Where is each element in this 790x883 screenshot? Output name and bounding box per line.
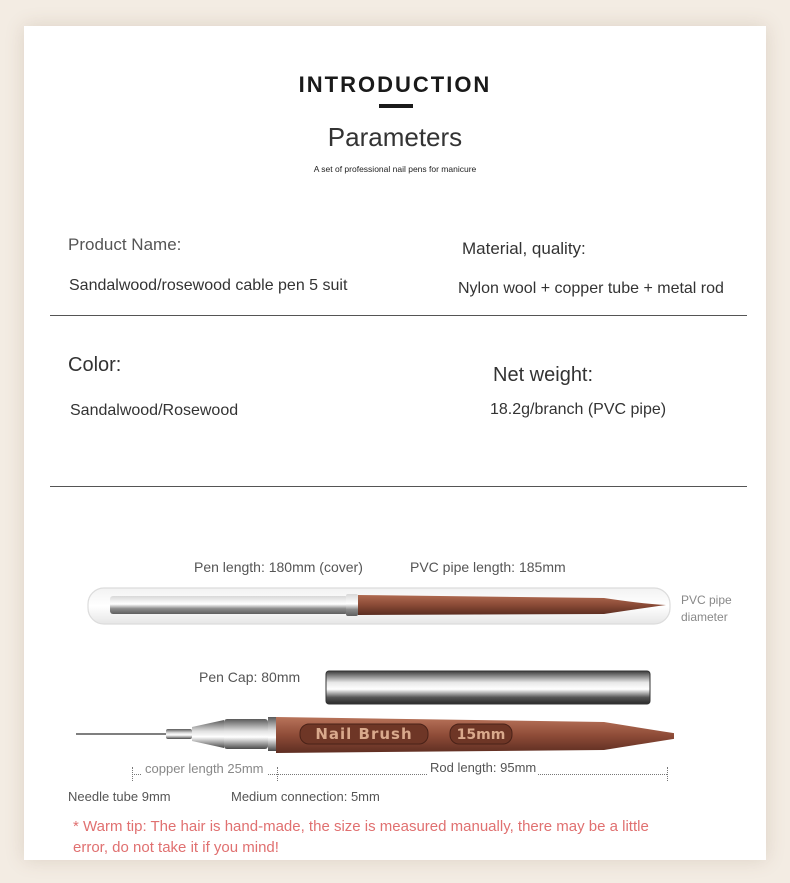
pvc-diameter-label (681, 592, 732, 626)
warm-tip-line2: error, do not take it if you mind! (73, 839, 279, 856)
divider-1 (50, 315, 747, 316)
weight-value: 18.2g/branch (PVC pipe) (490, 401, 667, 418)
pvc-length-label: PVC pipe length: 185mm (410, 559, 566, 575)
heading-underline (379, 104, 413, 108)
pvc-diameter-line2: diameter (681, 610, 728, 624)
dim-tick-right (667, 767, 668, 781)
needle-tube-label: Needle tube 9mm (68, 789, 171, 804)
pen-length-label: Pen length: 180mm (cover) (194, 559, 363, 575)
pen-cap-image (324, 669, 654, 707)
product-name-label: Product Name: (68, 235, 182, 254)
pen-in-pvc-tube (84, 584, 684, 630)
rod-length-label: Rod length: 95mm (430, 760, 537, 775)
brush-engraving: Nail Brush (315, 725, 413, 743)
page-subtitle: A set of professional nail pens for manicure (313, 164, 477, 174)
copper-length-label: copper length 25mm (142, 761, 267, 776)
color-value: Sandalwood/Rosewood (70, 402, 239, 419)
product-card (24, 26, 766, 860)
product-name-value: Sandalwood/rosewood cable pen 5 suit (69, 277, 348, 294)
section-heading: INTRODUCTION (298, 72, 492, 97)
pvc-diameter-line1: PVC pipe (681, 593, 732, 607)
page-title: Parameters (327, 122, 463, 152)
pen-cap-label: Pen Cap: 80mm (199, 669, 301, 685)
weight-label: Net weight: (493, 364, 594, 386)
divider-2 (50, 486, 747, 487)
nail-brush-image (74, 714, 674, 758)
medium-connection-label: Medium connection: 5mm (231, 789, 380, 804)
material-value: Nylon wool + copper tube + metal rod (458, 280, 724, 297)
color-label: Color: (68, 354, 122, 376)
warm-tip (73, 816, 753, 858)
material-label: Material, quality: (462, 239, 586, 258)
brush-size-engraving: 15mm (456, 727, 506, 743)
warm-tip-line1: * Warm tip: The hair is hand-made, the size is measured manually, there may be a little (73, 818, 649, 835)
